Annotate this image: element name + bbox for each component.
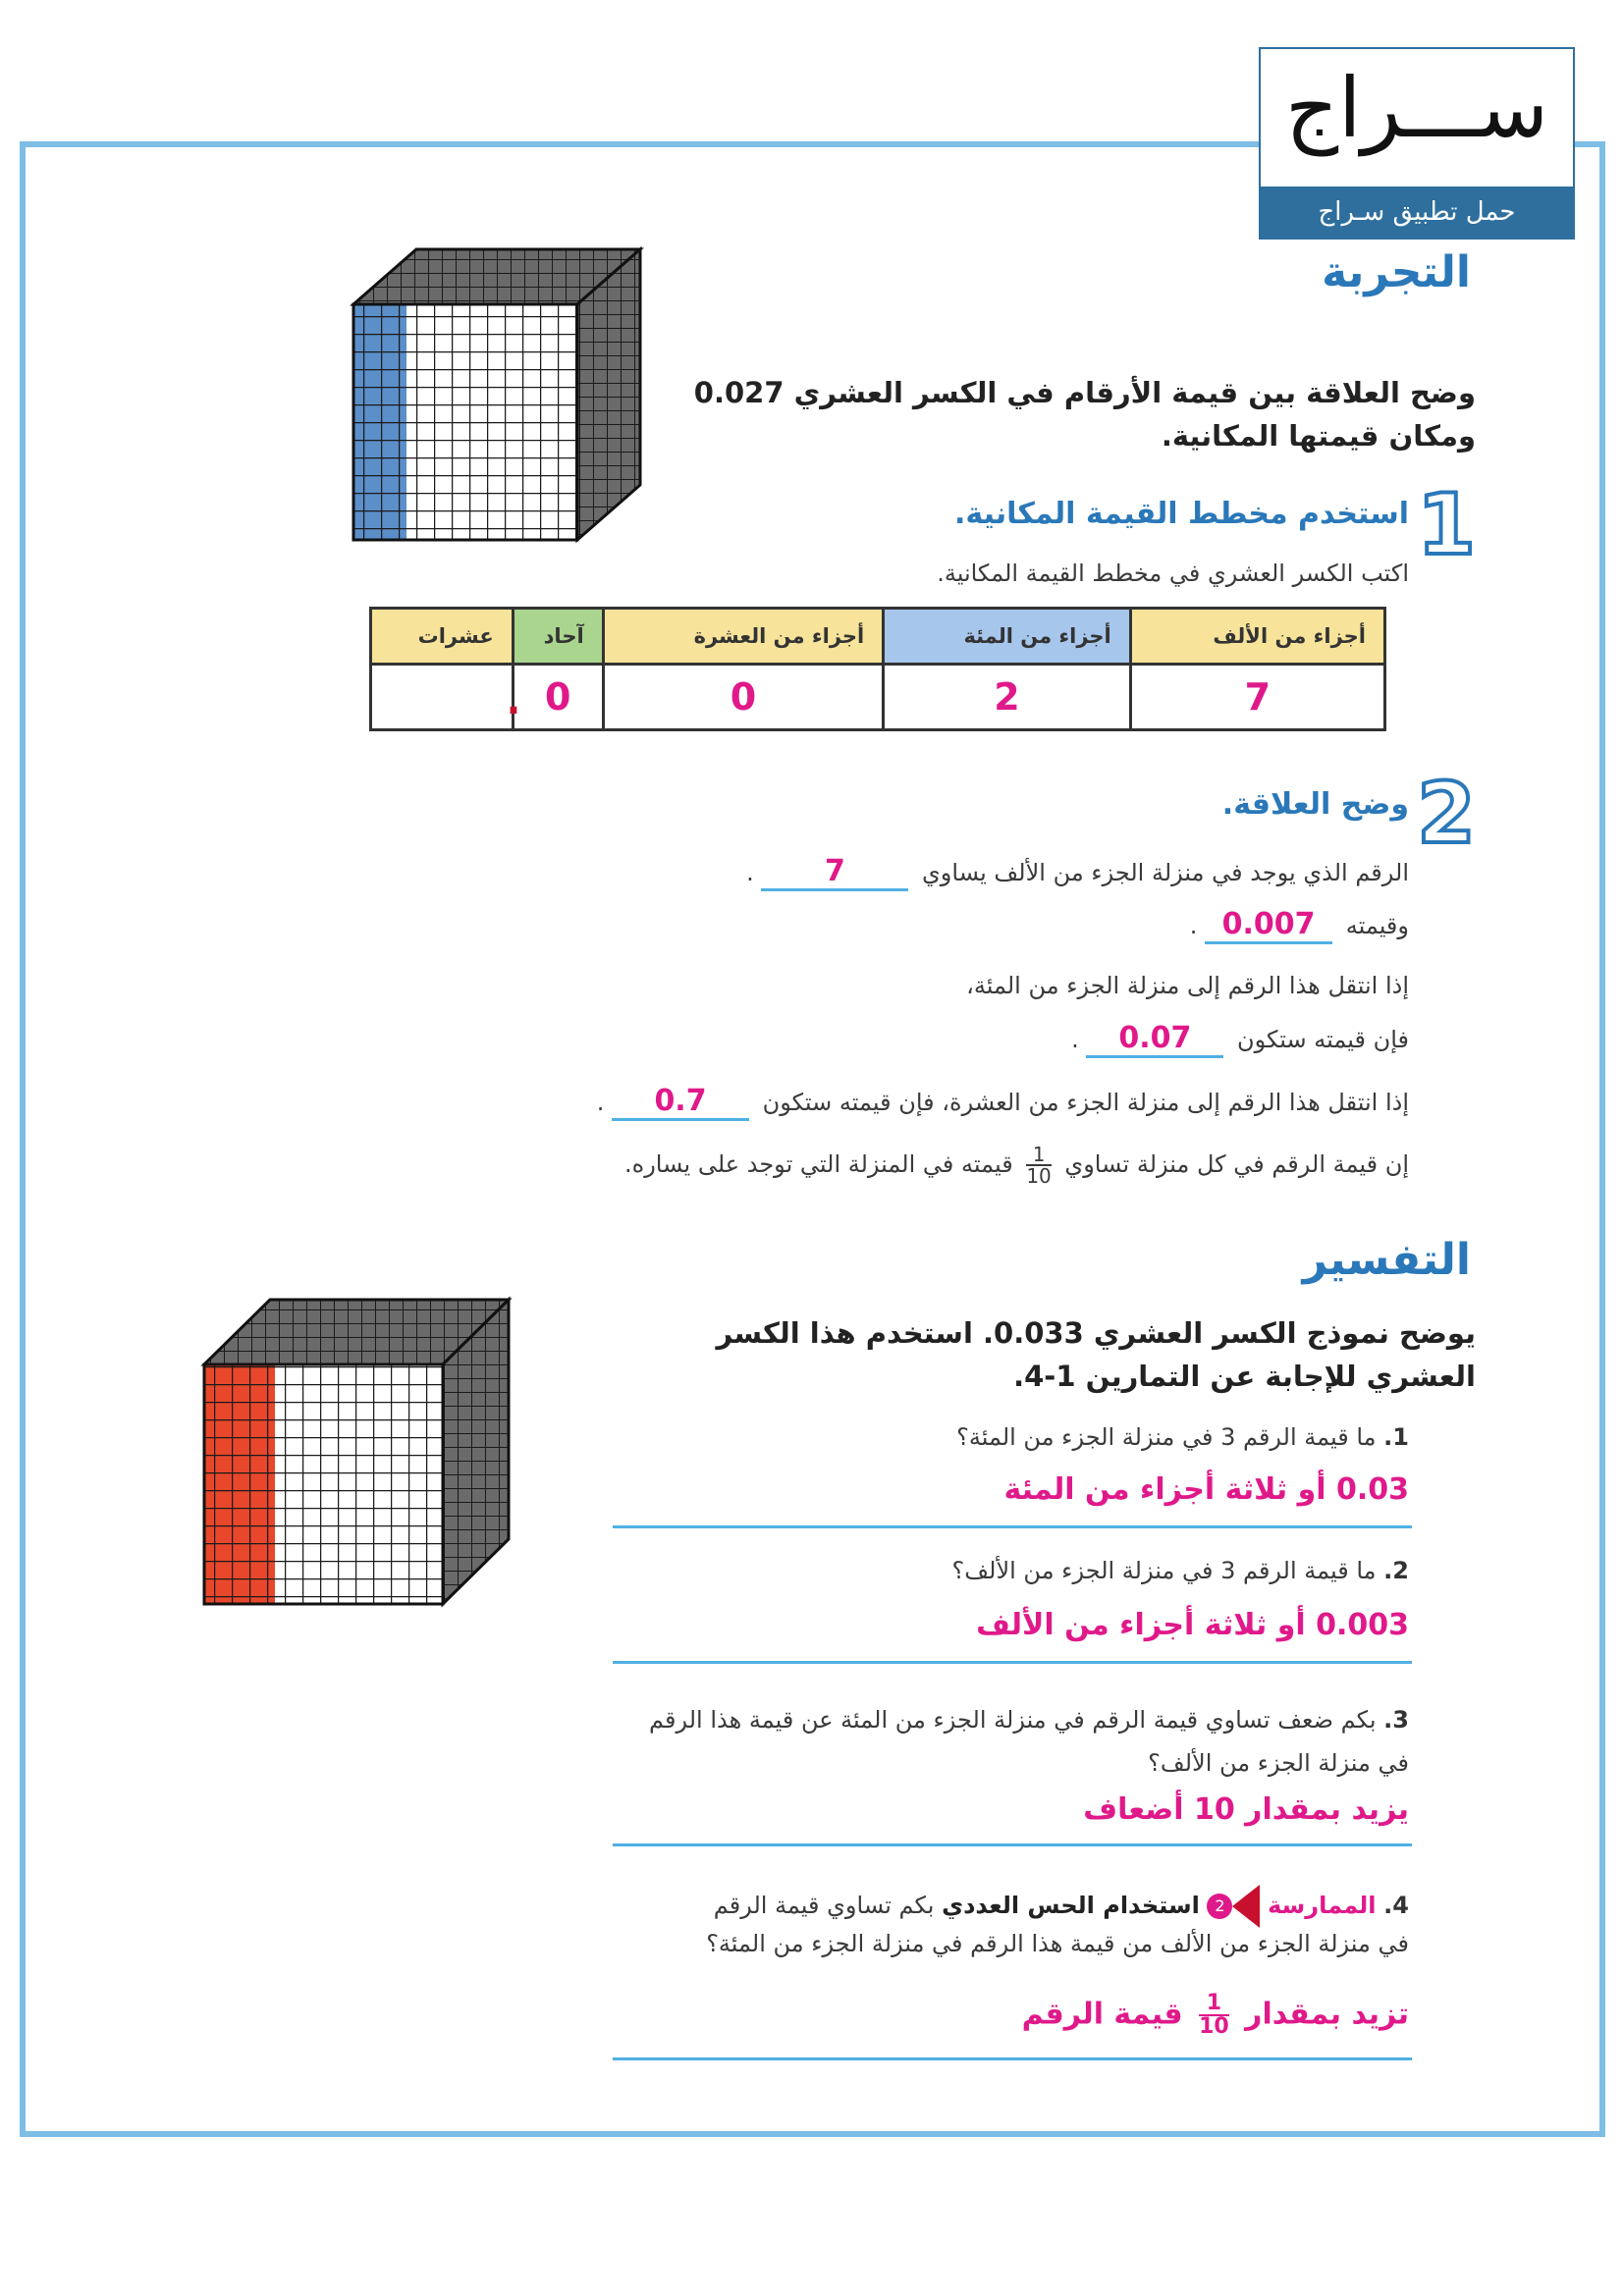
decimal-point: .	[506, 679, 521, 722]
cube-model-red	[196, 1296, 515, 1610]
question-4	[623, 1885, 1409, 1928]
q1-text: ما قيمة الرقم 3 في منزلة الجزء من المئة؟	[956, 1423, 1377, 1451]
q4-text-b: في منزلة الجزء من الألف من قيمة هذا الرقم في منزلة الجزء من المئة؟	[706, 1930, 1409, 1957]
line-4-answer: 0.07	[1086, 1021, 1223, 1058]
q4-skill: استخدام الحس العددي	[942, 1892, 1200, 1919]
step-2-number: 2	[1417, 765, 1476, 863]
q4-answer-line	[613, 2057, 1412, 2060]
step-2-title: وضح العلاقة.	[1221, 787, 1409, 822]
header-hundredths: أجزاء من المئة	[884, 609, 1131, 665]
header-tens: عشرات	[371, 609, 514, 665]
q4-answer	[623, 1993, 1409, 2038]
interpretation-intro: يوضح نموذج الكسر العشري 0.033. استخدم هذا الكسر العشري للإجابة عن التمارين 1-4.	[716, 1316, 1476, 1393]
q4-text-a: بكم تساوي قيمة الرقم	[713, 1892, 935, 1919]
cell-ones	[506, 665, 603, 730]
header-thousandths: أجزاء من الألف	[1130, 609, 1384, 665]
line-4-text: فإن قيمته ستكون	[1237, 1026, 1409, 1053]
q4-frac-num: 1	[1199, 1993, 1229, 2016]
practice-label: الممارسة	[1268, 1892, 1377, 1919]
place-value-chart	[369, 607, 1386, 731]
cell-ones-value: 0	[544, 675, 571, 719]
q1-answer: 0.03 أو ثلاثة أجزاء من المئة	[1003, 1472, 1409, 1507]
cube2-shaded-part	[204, 1364, 275, 1604]
cell-tenths: 0	[603, 665, 884, 730]
cube-model-blue	[346, 245, 650, 550]
experiment-title: التجربة	[1322, 247, 1471, 297]
step-1-number: 1	[1417, 476, 1476, 574]
line-2-text: وقيمته	[1345, 912, 1409, 939]
step-2-line-3: إذا انتقل هذا الرقم إلى منزلة الجزء من المئة،	[966, 972, 1409, 999]
q3-answer: يزيد بمقدار 10 أضعاف	[1083, 1792, 1409, 1827]
q1-answer-line	[613, 1525, 1412, 1528]
q2-answer: 0.003 أو ثلاثة أجزاء من الألف	[976, 1608, 1409, 1642]
logo-word: ســـراج	[1284, 60, 1549, 156]
cube-shaded-part	[353, 304, 406, 540]
cell-hundredths: 2	[884, 665, 1131, 730]
q4-answer-after: قيمة الرقم	[1021, 1997, 1183, 2032]
step-2-line-1: الرقم الذي يوجد في منزلة الجزء من الألف يساوي 7 .	[329, 854, 1409, 891]
step-2-line-4: فإن قيمته ستكون 0.07 .	[329, 1021, 1409, 1058]
header-ones: آحاد	[513, 609, 603, 665]
line-6-frac-num: 1	[1026, 1145, 1051, 1166]
question-3	[623, 1698, 1409, 1785]
line-6-fraction	[1026, 1145, 1051, 1186]
practice-badge: 2	[1207, 1894, 1232, 1919]
q3-answer-line	[613, 1843, 1412, 1846]
line-1-text: الرقم الذي يوجد في منزلة الجزء من الألف يساوي	[922, 859, 1409, 886]
line-6-text-after: قيمته في المنزلة التي توجد على يساره.	[624, 1150, 1013, 1178]
question-1	[623, 1423, 1409, 1451]
cell-thousandths: 7	[1130, 665, 1384, 730]
question-2	[623, 1557, 1409, 1584]
line-6-frac-den: 10	[1026, 1164, 1052, 1188]
cell-tens	[371, 665, 514, 730]
line-2-answer: 0.007	[1205, 907, 1332, 944]
step-2-line-2: وقيمته 0.007 .	[329, 907, 1409, 944]
red-arrow-icon	[1232, 1885, 1260, 1928]
q4-answer-fraction	[1199, 1993, 1229, 2038]
q3-text: بكم ضعف تساوي قيمة الرقم في منزلة الجزء من المئة عن قيمة هذا الرقم في منزلة الجزء من الألف؟	[649, 1706, 1409, 1777]
logo-tagline: حمل تطبيق سـراج	[1261, 187, 1573, 238]
header-tenths: أجزاء من العشرة	[603, 609, 884, 665]
q3-number: 3.	[1383, 1706, 1409, 1734]
q4-number: 4.	[1383, 1892, 1409, 1919]
q4-answer-before: تزيد بمقدار	[1245, 1997, 1409, 2032]
line-5-answer: 0.7	[612, 1084, 749, 1121]
line-6-text-before: إن قيمة الرقم في كل منزلة تساوي	[1064, 1150, 1409, 1178]
step-1-instruction: اكتب الكسر العشري في مخطط القيمة المكانية.	[937, 560, 1409, 587]
experiment-intro: وضح العلاقة بين قيمة الأرقام في الكسر العشري 0.027 ومكان قيمتها المكانية.	[693, 376, 1476, 453]
q4-frac-den: 10	[1199, 2014, 1229, 2039]
line-1-answer: 7	[761, 854, 908, 891]
q2-text: ما قيمة الرقم 3 في منزلة الجزء من الألف؟	[951, 1557, 1377, 1584]
step-2-line-5: إذا انتقل هذا الرقم إلى منزلة الجزء من العشرة، فإن قيمته ستكون 0.7 .	[329, 1084, 1409, 1121]
q1-number: 1.	[1383, 1423, 1409, 1451]
q2-answer-line	[613, 1661, 1412, 1664]
step-1-title: استخدم مخطط القيمة المكانية.	[953, 497, 1409, 531]
line-5-text: إذا انتقل هذا الرقم إلى منزلة الجزء من العشرة، فإن قيمته ستكون	[762, 1089, 1409, 1116]
q2-number: 2.	[1383, 1557, 1409, 1584]
interpretation-title: التفسير	[1302, 1235, 1471, 1285]
siraj-logo[interactable]	[1259, 47, 1575, 240]
step-2-line-6	[329, 1145, 1409, 1186]
